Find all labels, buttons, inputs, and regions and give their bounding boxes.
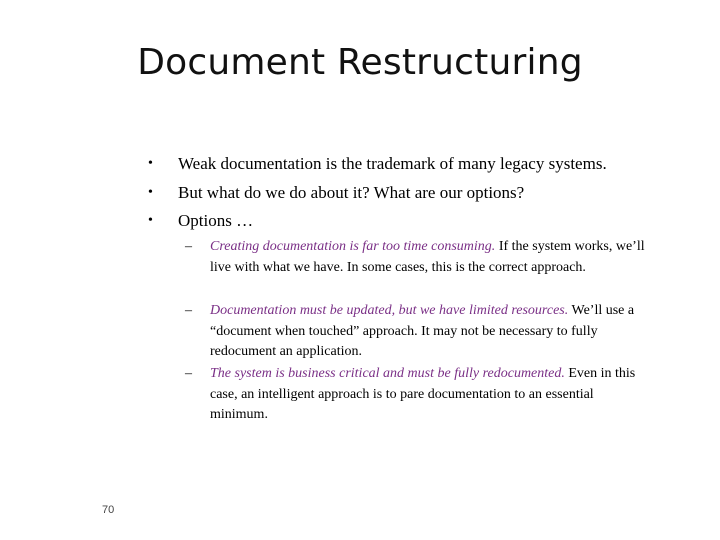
sub-bullet-emphasis: Creating documentation is far too time consuming. [210,239,496,254]
bullet-text: But what do we do about it? What are our options? [178,183,525,202]
sub-bullet-emphasis: The system is business critical and must be fully redocumented. [210,366,565,381]
sub-bullet-text: We’ll use a “document when touched” approach. It may not be necessary to fully redocument an application. [210,303,635,359]
bullet-marker: • [148,185,153,200]
page-number: 70 [102,504,115,516]
sub-bullet-body [210,301,650,363]
sub-bullet-marker: – [185,366,192,381]
sub-bullet-marker: – [185,239,192,254]
sub-bullet-marker: – [185,303,192,318]
bullet-marker: • [148,156,153,171]
bullet-text: Weak documentation is the trademark of many legacy systems. [178,154,607,173]
bullet-text: Options … [178,211,254,230]
slide-title: Document Restructuring [137,42,583,83]
sub-bullet-text: If the system works, we’ll live with what we have. In some cases, this is the correct approach. [210,239,645,275]
bullet-marker: • [148,213,153,228]
sub-bullet-text: Even in this case, an intelligent approach is to pare documentation to an essential minimum. [210,366,636,422]
sub-bullet-body [210,364,650,426]
sub-bullet-body [210,237,650,278]
sub-bullet-emphasis: Documentation must be updated, but we have limited resources. [210,303,569,318]
